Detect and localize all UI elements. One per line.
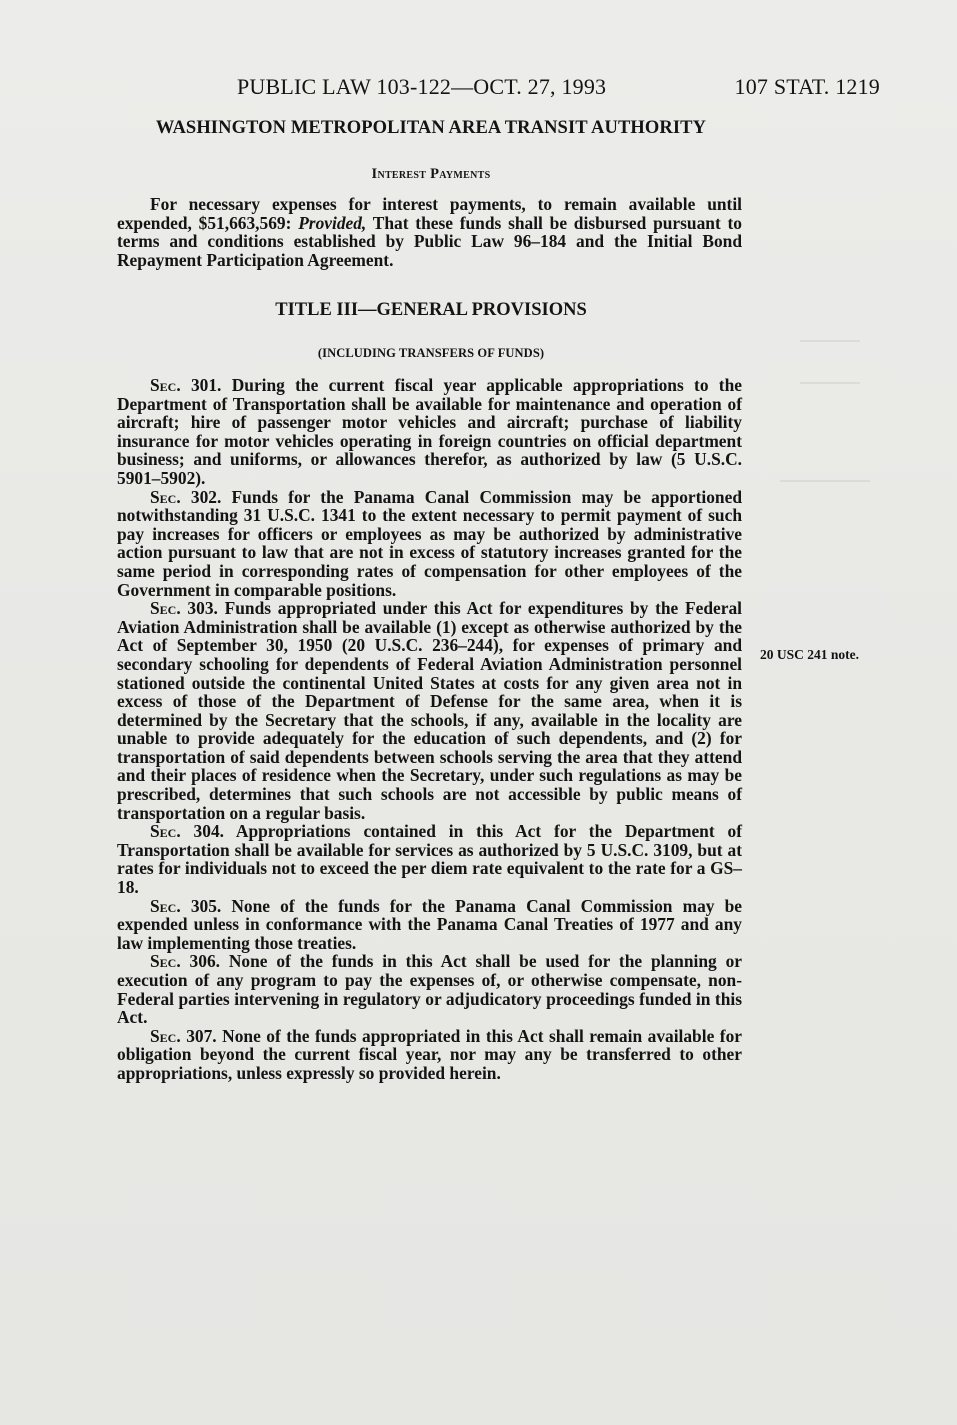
section-305	[117, 897, 742, 953]
interest-payments-paragraph	[117, 195, 742, 269]
section-label: Sec. 304.	[150, 821, 224, 842]
section-text: During the current fiscal year applicable appropriations to the Department of Transportation shall be available for maintenance and operation of aircraft; hire of passenger motor vehicles and aircraft; purchase of liability insurance for motor vehicles operating in foreign countries on official department business; and uniforms, or allowances therefor, as authorized by law (5 U.S.C. 5901–5902).	[117, 375, 742, 488]
interest-text-end: That these funds shall be disbursed pursuant to terms and conditions established by Public Law 96–184 and the Initial Bond Repayment Participation Agreement.	[117, 212, 743, 270]
section-306	[117, 952, 742, 1026]
bleed-through-mark	[780, 480, 870, 482]
section-302	[117, 488, 742, 600]
section-label: Sec. 301.	[150, 375, 222, 395]
agency-heading: WASHINGTON METROPOLITAN AREA TRANSIT AUTHORITY	[155, 118, 707, 138]
section-text: Funds appropriated under this Act for expenditures by the Federal Aviation Administration shall be available (1) except as otherwise authorized by the Act of September 30, 1950 (20 U.S.C. 236–244), for expenses of primary and secondary schooling for dependents of Federal Aviation Administration personnel stationed outside the continental United States at costs for any given area not in excess of those of the Department of Defense for the same area, when it is determined by the Secretary that the schools, if any, available in the locality are unable to provide adequately for the education of such dependents, and (2) for transportation of said dependents between schools serving the area that they attend and their places of residence when the Secretary, under such regulations as may be prescribed, determines that such schools are not accessible by public means of transportation on a regular basis.	[117, 598, 742, 823]
section-label: Sec. 306.	[150, 951, 220, 972]
section-304	[117, 822, 742, 896]
sections-body	[117, 376, 742, 1083]
section-label: Sec. 305.	[150, 895, 222, 916]
section-301	[117, 376, 742, 488]
section-text: Funds for the Panama Canal Commission may be apportioned notwithstanding 31 U.S.C. 1341 to the extent necessary to permit payment of such pay increases for officers or employees as may be authorized by administrative action pursuant to law that are not in excess of statutory increases granted for the same period in corresponding rates of compensation for other employees of the Government in comparable positions.	[117, 486, 742, 600]
section-307	[117, 1027, 742, 1083]
header-public-law: PUBLIC LAW 103-122—OCT. 27, 1993	[237, 74, 607, 99]
interest-provided-italic: Provided,	[298, 212, 367, 233]
title-iii-heading: TITLE III—GENERAL PROVISIONS	[275, 300, 587, 320]
section-label: Sec. 302.	[150, 486, 222, 507]
section-label: Sec. 307.	[150, 1025, 217, 1046]
section-label: Sec. 303.	[150, 598, 218, 619]
bleed-through-mark	[800, 340, 860, 384]
section-text: None of the funds appropriated in this Act shall remain available for obligation beyond the current fiscal year, nor may any be transferred to other appropriations, unless expressly so provided herein.	[117, 1025, 742, 1083]
transfers-subheading: (INCLUDING TRANSFERS OF FUNDS)	[317, 346, 545, 360]
section-text: None of the funds in this Act shall be used for the planning or execution of any program to pay the expenses of, or otherwise compensate, non-Federal parties intervening in regulatory or adjudicatory proceedings funded in this Act.	[117, 951, 742, 1028]
margin-citation-note: 20 USC 241 note.	[760, 647, 860, 662]
section-303	[117, 599, 742, 822]
section-text: None of the funds for the Panama Canal Commission may be expended unless in conformance with the Panama Canal Treaties of 1977 and any law implementing those treaties.	[117, 895, 742, 953]
running-header	[237, 74, 880, 102]
header-stat-page: 107 STAT. 1219	[734, 74, 880, 99]
interest-text-start: For necessary expenses for interest payments, to remain available until expended, $51,663,569:	[117, 194, 742, 233]
section-text: Appropriations contained in this Act for the Department of Transportation shall be available for services as authorized by 5 U.S.C. 3109, but at rates for individuals not to exceed the per diem rate equivalent to the rate for a GS–18.	[117, 821, 742, 898]
interest-payments-heading: Interest Payments	[371, 166, 491, 182]
